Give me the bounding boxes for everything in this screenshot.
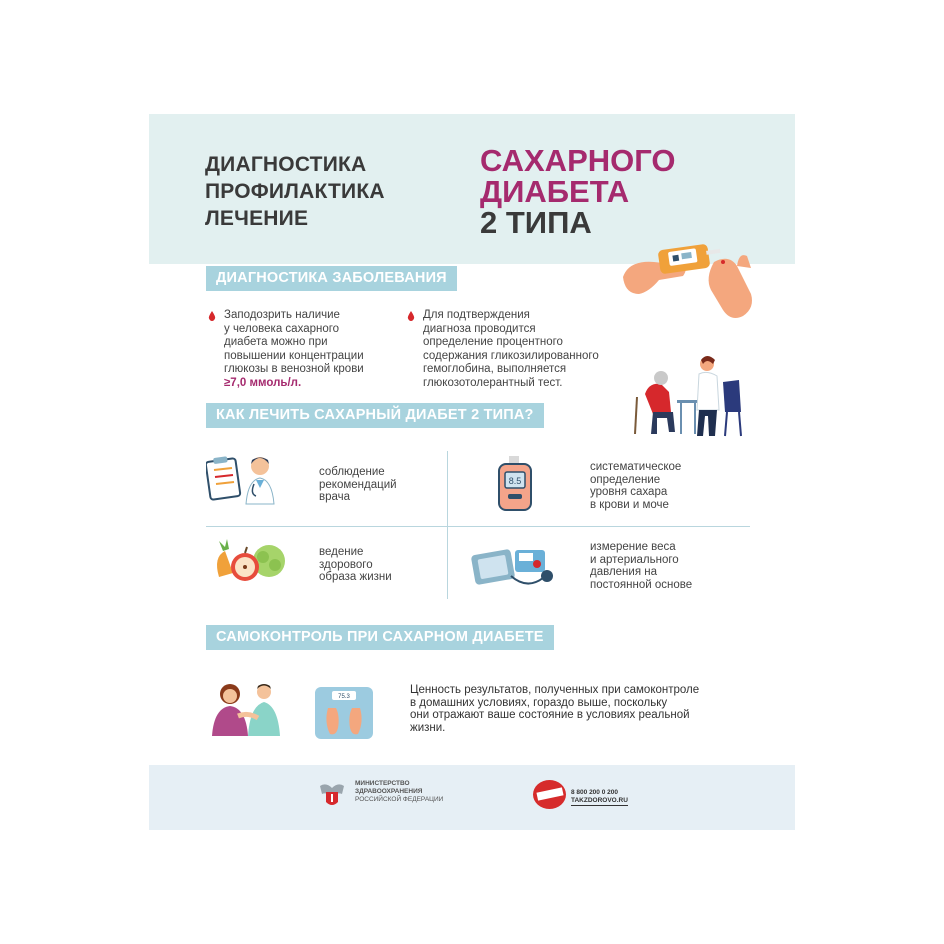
footer-band — [149, 765, 795, 830]
treatment-item-lifestyle — [319, 546, 392, 584]
grid-divider-horizontal — [206, 526, 750, 527]
section-label-diagnosis: ДИАГНОСТИКА ЗАБОЛЕВАНИЯ — [206, 266, 457, 291]
treatment-item-line: ведение — [319, 546, 364, 558]
treatment-item-line: давления на — [590, 566, 658, 578]
treatment-item-line: здорового — [319, 558, 373, 571]
section-label-treatment: КАК ЛЕЧИТЬ САХАРНЫЙ ДИАБЕТ 2 ТИПА? — [206, 403, 544, 428]
ministry-emblem-icon — [316, 778, 348, 810]
glucometer-hands-illustration — [619, 232, 759, 324]
title-line-diagnostics: ДИАГНОСТИКА — [205, 153, 367, 176]
bathroom-scale-icon — [314, 686, 374, 740]
title-line-prevention: ПРОФИЛАКТИКА — [205, 180, 385, 203]
diagnosis-bullet-1-line: повышении концентрации — [224, 349, 364, 362]
selfcontrol-text-line: Ценность результатов, полученных при самоконтроле — [410, 684, 700, 696]
takzdorovo-site: TAKZDOROVO.RU — [571, 797, 628, 804]
title-line-treatment: ЛЕЧЕНИЕ — [205, 207, 309, 230]
diagnosis-bullet-2-line: диагноза проводится — [423, 322, 536, 335]
diagnosis-bullet-2-line: определение процентного — [423, 336, 563, 348]
treatment-item-line: соблюдение — [319, 466, 385, 478]
title-line-diabetes-1: САХАРНОГО — [480, 143, 676, 178]
doctor-clipboard-icon — [206, 454, 284, 506]
treatment-item-line: уровня сахара — [590, 486, 668, 498]
blood-drop-icon — [208, 311, 216, 321]
grid-divider-vertical — [447, 451, 448, 599]
couple-illustration — [208, 680, 286, 736]
ministry-logo-text — [355, 780, 443, 804]
scale-reading: 75.3 — [338, 694, 350, 700]
scale-pressure-monitor-icon — [471, 542, 557, 590]
glucometer-icon — [498, 456, 534, 512]
header-right-title — [480, 145, 676, 238]
section-label-selfcontrol: САМОКОНТРОЛЬ ПРИ САХАРНОМ ДИАБЕТЕ — [206, 625, 554, 650]
selfcontrol-text-line: в домашних условиях, гораздо выше, поскольку — [410, 696, 668, 709]
treatment-item-line: определение — [590, 473, 661, 486]
title-line-diabetes-2: ДИАБЕТА — [480, 174, 630, 209]
diagnosis-bullet-2-line: гемоглобина, выполняется — [423, 363, 567, 375]
ministry-line: МИНИСТЕРСТВО — [355, 780, 410, 787]
selfcontrol-text-line: они отражают ваше состояние в условиях реальной — [410, 709, 690, 721]
doctor-patient-illustration — [631, 352, 751, 440]
diagnosis-bullet-2-line: Для подтверждения — [423, 309, 530, 321]
selfcontrol-text — [410, 684, 750, 734]
diagnosis-bullet-1-line: у человека сахарного — [224, 322, 340, 335]
title-line-type: 2 ТИПА — [480, 205, 592, 240]
hotline-phone: 8 800 200 0 200 — [571, 789, 618, 796]
treatment-item-line: в крови и моче — [590, 498, 669, 511]
diagnosis-bullet-2 — [423, 309, 633, 390]
treatment-item-sugar — [590, 461, 681, 511]
vegetables-icon — [211, 537, 289, 585]
blood-drop-icon — [407, 311, 415, 321]
diagnosis-bullet-1-line: глюкозы в венозной крови — [224, 363, 364, 375]
diagnosis-bullet-1-line: диабета можно при — [224, 336, 328, 348]
selfcontrol-text-line: жизни. — [410, 721, 446, 734]
takzdorovo-logo-icon — [533, 780, 566, 809]
treatment-item-doctor — [319, 466, 397, 504]
diagnosis-bullet-2-line: глюкозотолерантный тест. — [423, 376, 563, 389]
treatment-item-line: рекомендаций — [319, 478, 397, 491]
ministry-line: РОССИЙСКОЙ ФЕДЕРАЦИИ — [355, 796, 444, 803]
treatment-item-weight-pressure — [590, 541, 692, 591]
treatment-item-line: и артериального — [590, 553, 679, 566]
header-left-title — [205, 151, 385, 232]
treatment-item-line: измерение веса — [590, 541, 676, 553]
takzdorovo-contacts — [571, 789, 628, 806]
diagnosis-bullet-1 — [224, 309, 394, 390]
treatment-item-line: образа жизни — [319, 571, 392, 583]
glucose-threshold: ≥7,0 ммоль/л. — [224, 376, 302, 389]
treatment-item-line: врача — [319, 491, 351, 503]
poster — [149, 114, 795, 830]
diagnosis-bullet-2-line: содержания гликозилированного — [423, 349, 599, 362]
ministry-line: ЗДРАВООХРАНЕНИЯ — [355, 788, 423, 795]
glucometer-reading: 8.5 — [508, 476, 522, 486]
treatment-item-line: постоянной основе — [590, 578, 693, 591]
treatment-item-line: систематическое — [590, 461, 682, 473]
diagnosis-bullet-1-line: Заподозрить наличие — [224, 309, 340, 321]
